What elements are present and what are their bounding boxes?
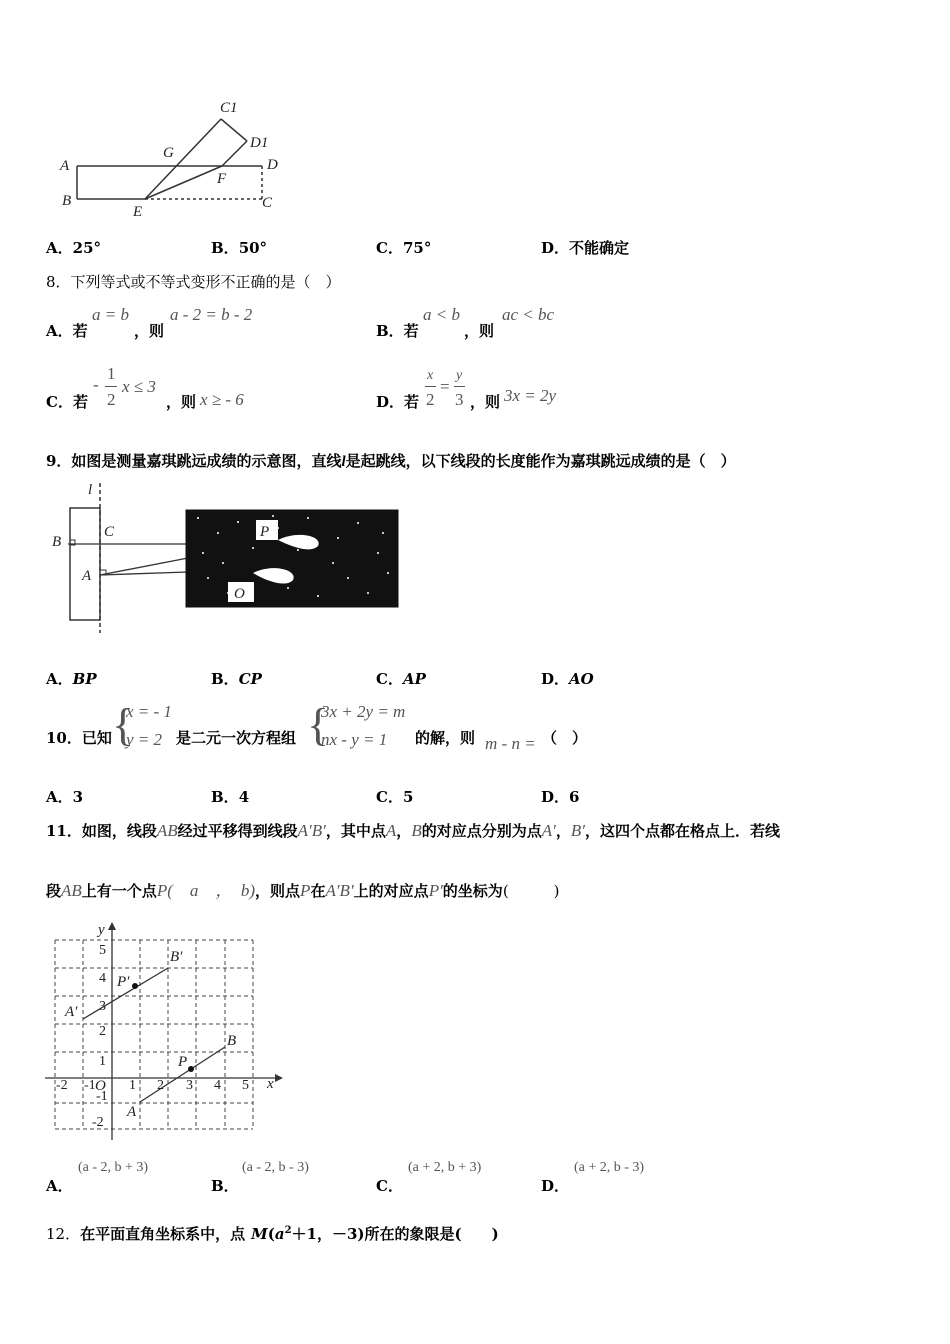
q11-option-a-letter[interactable]: A． bbox=[46, 1177, 73, 1195]
q8-stem: 8．下列等式或不等式变形不正确的是（ ） bbox=[46, 273, 341, 291]
q8-option-c-frac-bar bbox=[105, 386, 117, 387]
fig7-label-f: F bbox=[217, 171, 227, 187]
q8-option-c-sep: ，则 bbox=[166, 393, 197, 411]
q7-option-c-letter: C． bbox=[376, 239, 403, 257]
q11-l1-a2: A′ bbox=[541, 821, 556, 840]
q7-option-a-text: 25° bbox=[72, 239, 102, 257]
q7-option-b[interactable] bbox=[211, 237, 267, 258]
fig7-label-g: G bbox=[163, 145, 174, 161]
q11-l2-point-p: P( a ， b) bbox=[156, 881, 256, 900]
q10-prefix: 10．已知 bbox=[46, 729, 112, 747]
fig11-origin: O bbox=[95, 1078, 106, 1094]
q8-option-d-y-den: 3 bbox=[455, 390, 464, 409]
q10-option-c-text: 5 bbox=[402, 788, 414, 806]
q12-open-paren: ( bbox=[267, 1225, 275, 1243]
q7-option-a-letter: A． bbox=[46, 239, 73, 257]
fig9-label-a: A bbox=[82, 568, 92, 584]
q10-system1-brace: { bbox=[112, 699, 135, 750]
q11-l1-a: A bbox=[385, 821, 397, 840]
q8-option-d-sep: ，则 bbox=[470, 393, 501, 411]
q7-option-b-text: 50° bbox=[238, 239, 268, 257]
q11-l2-p: P bbox=[300, 881, 311, 900]
q11-option-d-letter[interactable]: D． bbox=[541, 1177, 570, 1195]
fig11-ytick-4: 4 bbox=[99, 971, 106, 986]
q11-l2-t4: ，则点 bbox=[255, 882, 301, 900]
q10-option-d[interactable] bbox=[541, 786, 579, 807]
fig9-label-p: P bbox=[260, 524, 270, 540]
q11-line2 bbox=[46, 876, 560, 901]
fig11-point-a: A bbox=[127, 1104, 137, 1120]
q7-option-b-letter: B． bbox=[211, 239, 239, 257]
q11-l2-p2: P′ bbox=[428, 881, 443, 900]
q11-option-a-expr: (a - 2, b + 3) bbox=[78, 1160, 149, 1175]
q9-option-d-text: AO bbox=[569, 670, 594, 688]
q11-l1-t10: ， bbox=[555, 822, 571, 840]
fig7-label-d1: D1 bbox=[250, 135, 269, 151]
q9-option-a-letter: A． bbox=[46, 670, 73, 688]
fig11-ytick-m2: -2 bbox=[92, 1115, 104, 1130]
q11-l1-b2: B′ bbox=[570, 821, 585, 840]
q9-option-d-letter: D． bbox=[541, 670, 570, 688]
q7-option-d-text: 不能确定 bbox=[569, 239, 630, 257]
q11-l1-ab: AB bbox=[156, 821, 178, 840]
q10-option-a-text: 3 bbox=[72, 788, 84, 806]
coordinate-grid-figure bbox=[40, 918, 290, 1148]
q8-option-d-eq: = bbox=[440, 377, 450, 396]
q8-option-c-neg: - bbox=[93, 375, 99, 394]
q10-option-c-letter: C． bbox=[376, 788, 403, 806]
q10-middle: 是二元一次方程组 bbox=[176, 729, 297, 747]
fig11-xtick-3: 3 bbox=[186, 1078, 193, 1093]
q12-text: 在平面直角坐标系中，点 bbox=[80, 1225, 246, 1243]
q10-system2-brace: { bbox=[307, 699, 330, 750]
fig11-ytick-m1: -1 bbox=[96, 1089, 108, 1104]
q10-system1-eq2: y = 2 bbox=[126, 730, 163, 749]
q11-option-b-letter[interactable]: B． bbox=[211, 1177, 239, 1195]
q11-l1-t8: 的对应点分别为点 bbox=[421, 822, 542, 840]
fig9-label-c: C bbox=[104, 524, 115, 540]
q10-option-d-letter: D． bbox=[541, 788, 570, 806]
q8-option-a-sep: ，则 bbox=[134, 322, 165, 340]
fig9-label-b: B bbox=[52, 534, 62, 550]
fig11-axis-x: x bbox=[267, 1076, 274, 1092]
q10-system2-eq2: nx - y = 1 bbox=[321, 730, 388, 749]
q8-option-b-condition: a < b bbox=[423, 305, 460, 324]
q8-option-d-result: 3x = 2y bbox=[504, 386, 557, 405]
q12-rest: ＋1，－3)所在的象限是( ) bbox=[291, 1225, 499, 1243]
q7-option-d-letter: D． bbox=[541, 239, 570, 257]
q10-option-b-letter: B． bbox=[211, 788, 239, 806]
q11-l2-a2b2: A′B′ bbox=[325, 881, 354, 900]
q9-option-c[interactable] bbox=[376, 668, 426, 689]
q11-l2-t8: 上的对应点 bbox=[353, 882, 429, 900]
q7-option-d[interactable] bbox=[541, 237, 629, 258]
fig11-xtick-5: 5 bbox=[242, 1078, 249, 1093]
q10-option-c[interactable] bbox=[376, 786, 413, 807]
q8-option-a-result: a - 2 = b - 2 bbox=[170, 305, 253, 324]
q11-l1-t0: 11．如图，线段 bbox=[46, 822, 157, 840]
q9-stem-part-a: 9．如图是测量嘉琪跳远成绩的示意图，直线 bbox=[46, 452, 342, 470]
fig7-label-c1: C1 bbox=[220, 100, 238, 116]
q10-option-d-text: 6 bbox=[569, 788, 580, 806]
fig11-ytick-5: 5 bbox=[99, 943, 106, 958]
q8-option-d-letter[interactable]: D．若 bbox=[376, 393, 420, 411]
q9-option-b[interactable] bbox=[211, 668, 262, 689]
q8-option-c-frac-den: 2 bbox=[107, 390, 116, 409]
fig7-label-c: C bbox=[262, 195, 273, 211]
fig11-axis-y: y bbox=[98, 922, 105, 938]
fig7-label-e: E bbox=[133, 204, 143, 220]
q11-l1-t4: ，其中点 bbox=[325, 822, 386, 840]
q11-l2-t6: 在 bbox=[310, 882, 326, 900]
q8-option-d-x-num: x bbox=[427, 368, 434, 383]
fig11-xtick-4: 4 bbox=[214, 1078, 221, 1093]
fig11-xtick-2: 2 bbox=[157, 1078, 164, 1093]
q11-option-d-expr: (a + 2, b - 3) bbox=[574, 1160, 645, 1175]
q12-point-m: M bbox=[251, 1225, 268, 1243]
q8-option-d-x-den: 2 bbox=[426, 390, 435, 409]
q10-option-b-text: 4 bbox=[238, 788, 250, 806]
q8-option-a-letter[interactable]: A．若 bbox=[46, 322, 88, 340]
q10-option-a-letter: A． bbox=[46, 788, 73, 806]
q10-expression: m - n = bbox=[485, 734, 536, 753]
q11-l2-paren: ( ) bbox=[502, 882, 560, 900]
fig11-point-b: B bbox=[227, 1033, 237, 1049]
q12-var-a: a bbox=[274, 1225, 285, 1243]
fig11-ytick-3: 3 bbox=[99, 999, 106, 1014]
q11-option-c-expr: (a + 2, b + 3) bbox=[408, 1160, 482, 1175]
q10-system2-eq1: 3x + 2y = m bbox=[321, 702, 406, 721]
q8-option-d-x-bar bbox=[425, 386, 436, 387]
q9-option-a-text: BP bbox=[72, 670, 97, 688]
q10-paren: （ ） bbox=[542, 729, 588, 747]
q8-option-c-condition: x ≤ 3 bbox=[122, 377, 156, 396]
q11-l2-t2: 上有一个点 bbox=[81, 882, 157, 900]
q8-option-d-y-bar bbox=[454, 386, 465, 387]
long-jump-figure bbox=[48, 478, 408, 638]
q9-stem-part-b: 是起跳线，以下线段的长度能作为嘉琪跳远成绩的是（ ） bbox=[345, 452, 736, 470]
fig11-xtick-1: 1 bbox=[129, 1078, 136, 1093]
fig11-point-b-prime: B′ bbox=[170, 949, 183, 965]
q11-l1-a2b2: A′B′ bbox=[297, 821, 326, 840]
fig11-ytick-2: 2 bbox=[99, 1024, 106, 1039]
fig7-label-b: B bbox=[62, 193, 72, 209]
q8-option-c-letter[interactable]: C．若 bbox=[46, 393, 88, 411]
q11-l1-t6: ， bbox=[396, 822, 412, 840]
fig9-label-o: O bbox=[234, 586, 245, 602]
fig11-point-p: P bbox=[178, 1054, 188, 1070]
q12-stem bbox=[46, 1223, 499, 1244]
q9-stem-line-l: l bbox=[341, 454, 346, 470]
q11-l2-t0: 段 bbox=[46, 882, 62, 900]
q9-option-b-letter: B． bbox=[211, 670, 239, 688]
fig9-label-l: l bbox=[88, 482, 93, 498]
q9-option-a[interactable] bbox=[46, 668, 97, 689]
q7-option-c[interactable] bbox=[376, 237, 431, 258]
fig11-point-p-prime: P′ bbox=[117, 974, 130, 990]
q8-option-c-result: x ≥ - 6 bbox=[200, 390, 244, 409]
q7-option-a[interactable] bbox=[46, 237, 101, 258]
q11-option-c-letter[interactable]: C． bbox=[376, 1177, 403, 1195]
q10-suffix: 的解，则 bbox=[415, 729, 476, 747]
fig7-label-a: A bbox=[60, 158, 70, 174]
q8-option-b-letter[interactable]: B．若 bbox=[376, 322, 419, 340]
fig11-xtick-m1: -1 bbox=[84, 1078, 96, 1093]
q12-number: 12． bbox=[46, 1225, 81, 1243]
q10-system1-eq1: x = - 1 bbox=[126, 702, 172, 721]
q8-option-a-condition: a = b bbox=[92, 305, 129, 324]
fig11-ytick-1: 1 bbox=[99, 1054, 106, 1069]
q12-superscript: 2 bbox=[284, 1225, 292, 1236]
q11-l1-t12: ，这四个点都在格点上．若线 bbox=[584, 822, 780, 840]
q7-option-c-text: 75° bbox=[402, 239, 432, 257]
folded-rectangle-figure bbox=[50, 95, 290, 225]
q8-option-b-result: ac < bc bbox=[502, 305, 555, 324]
fig7-label-d: D bbox=[267, 157, 278, 173]
q11-option-b-expr: (a - 2, b - 3) bbox=[242, 1160, 309, 1175]
q11-l1-t2: 经过平移得到线段 bbox=[177, 822, 298, 840]
q11-l2-ab: AB bbox=[61, 881, 82, 900]
q9-option-b-text: CP bbox=[238, 670, 262, 688]
q11-line1 bbox=[46, 820, 780, 841]
q10-option-a[interactable] bbox=[46, 786, 83, 807]
q9-option-c-letter: C． bbox=[376, 670, 403, 688]
q8-option-d-y-num: y bbox=[456, 368, 463, 383]
q11-l2-t10: 的坐标为 bbox=[442, 882, 503, 900]
q8-option-b-sep: ，则 bbox=[464, 322, 495, 340]
q11-l1-b: B bbox=[411, 821, 422, 840]
fig11-xtick-m2: -2 bbox=[56, 1078, 68, 1093]
q9-stem bbox=[46, 450, 736, 471]
fig11-point-a-prime: A′ bbox=[65, 1004, 78, 1020]
q9-option-c-text: AP bbox=[402, 670, 426, 688]
q10-option-b[interactable] bbox=[211, 786, 249, 807]
q9-option-d[interactable] bbox=[541, 668, 594, 689]
q8-option-c-frac-num: 1 bbox=[107, 364, 116, 383]
